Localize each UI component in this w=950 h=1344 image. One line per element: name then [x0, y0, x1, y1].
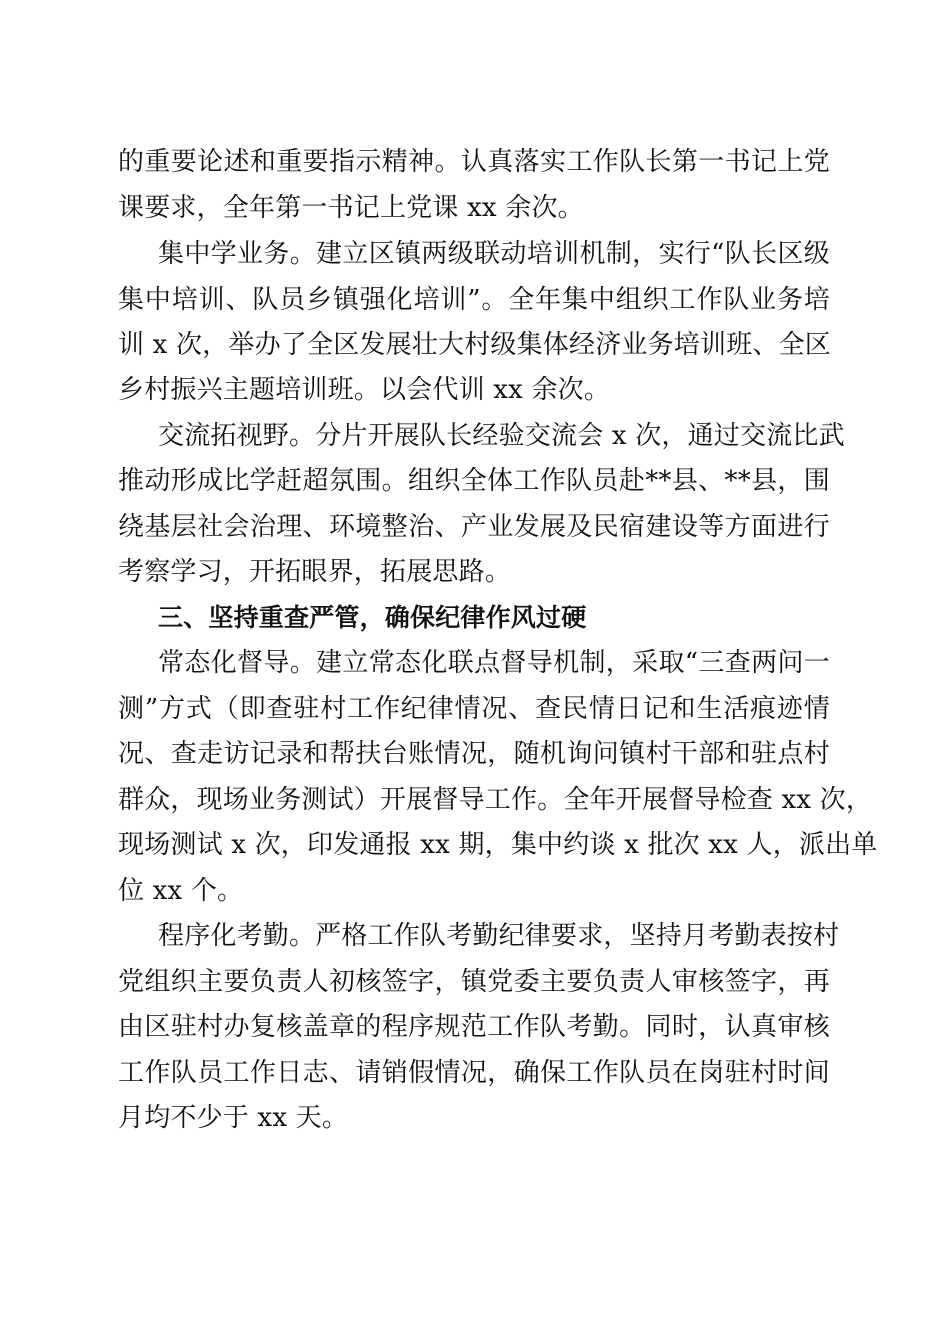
body-text-line: 位 xx 个。 [118, 876, 244, 906]
body-text-line: 的重要论述和重要指示精神。认真落实工作队长第一书记上党 [118, 147, 830, 177]
body-text-line: 党组织主要负责人初核签字，镇党委主要负责人审核签字，再 [118, 967, 830, 997]
body-text-line: 由区驻村办复核盖章的程序规范工作队考勤。同时，认真审核 [118, 1012, 830, 1042]
body-text-line: 推动形成比学赶超氛围。组织全体工作队员赴**县、**县，围 [118, 466, 830, 496]
body-text-line: 绕基层社会治理、环境整治、产业发展及民宿建设等方面进行 [118, 512, 830, 542]
paragraph-first-line: 常态化督导。建立常态化联点督导机制，采取“三查两问一 [158, 648, 830, 678]
body-text-line: 现场测试 x 次，印发通报 xx 期，集中约谈 x 批次 xx 人，派出单 [118, 830, 878, 860]
body-text-line: 训 x 次，举办了全区发展壮大村级集体经济业务培训班、全区 [118, 330, 831, 360]
body-text-line: 测”方式（即查驻村工作纪律情况、查民情日记和生活痕迹情 [118, 694, 830, 724]
body-text-line: 乡村振兴主题培训班。以会代训 xx 余次。 [118, 375, 611, 405]
paragraph-first-line: 程序化考勤。严格工作队考勤纪律要求，坚持月考勤表按村 [158, 921, 840, 951]
body-text-line: 集中培训、队员乡镇强化培训”。全年集中组织工作队业务培 [118, 285, 830, 315]
body-text-line: 考察学习，开拓眼界，拓展思路。 [118, 557, 512, 587]
body-text-line: 课要求，全年第一书记上党课 xx 余次。 [118, 193, 584, 223]
paragraph-first-line: 交流拓视野。分片开展队长经验交流会 x 次，通过交流比武 [158, 421, 845, 451]
body-text-line: 况、查走访记录和帮扶台账情况，随机询问镇村干部和驻点村 [118, 739, 830, 769]
paragraph-first-line: 集中学业务。建立区镇两级联动培训机制，实行“队长区级 [158, 239, 830, 269]
body-text-line: 工作队员工作日志、请销假情况，确保工作队员在岗驻村时间 [118, 1058, 830, 1088]
body-text-line: 月均不少于 xx 天。 [118, 1103, 349, 1133]
body-text-line: 群众，现场业务测试）开展督导工作。全年开展督导检查 xx 次， [118, 785, 873, 815]
section-heading: 三、坚持重查严管，确保纪律作风过硬 [158, 603, 587, 632]
